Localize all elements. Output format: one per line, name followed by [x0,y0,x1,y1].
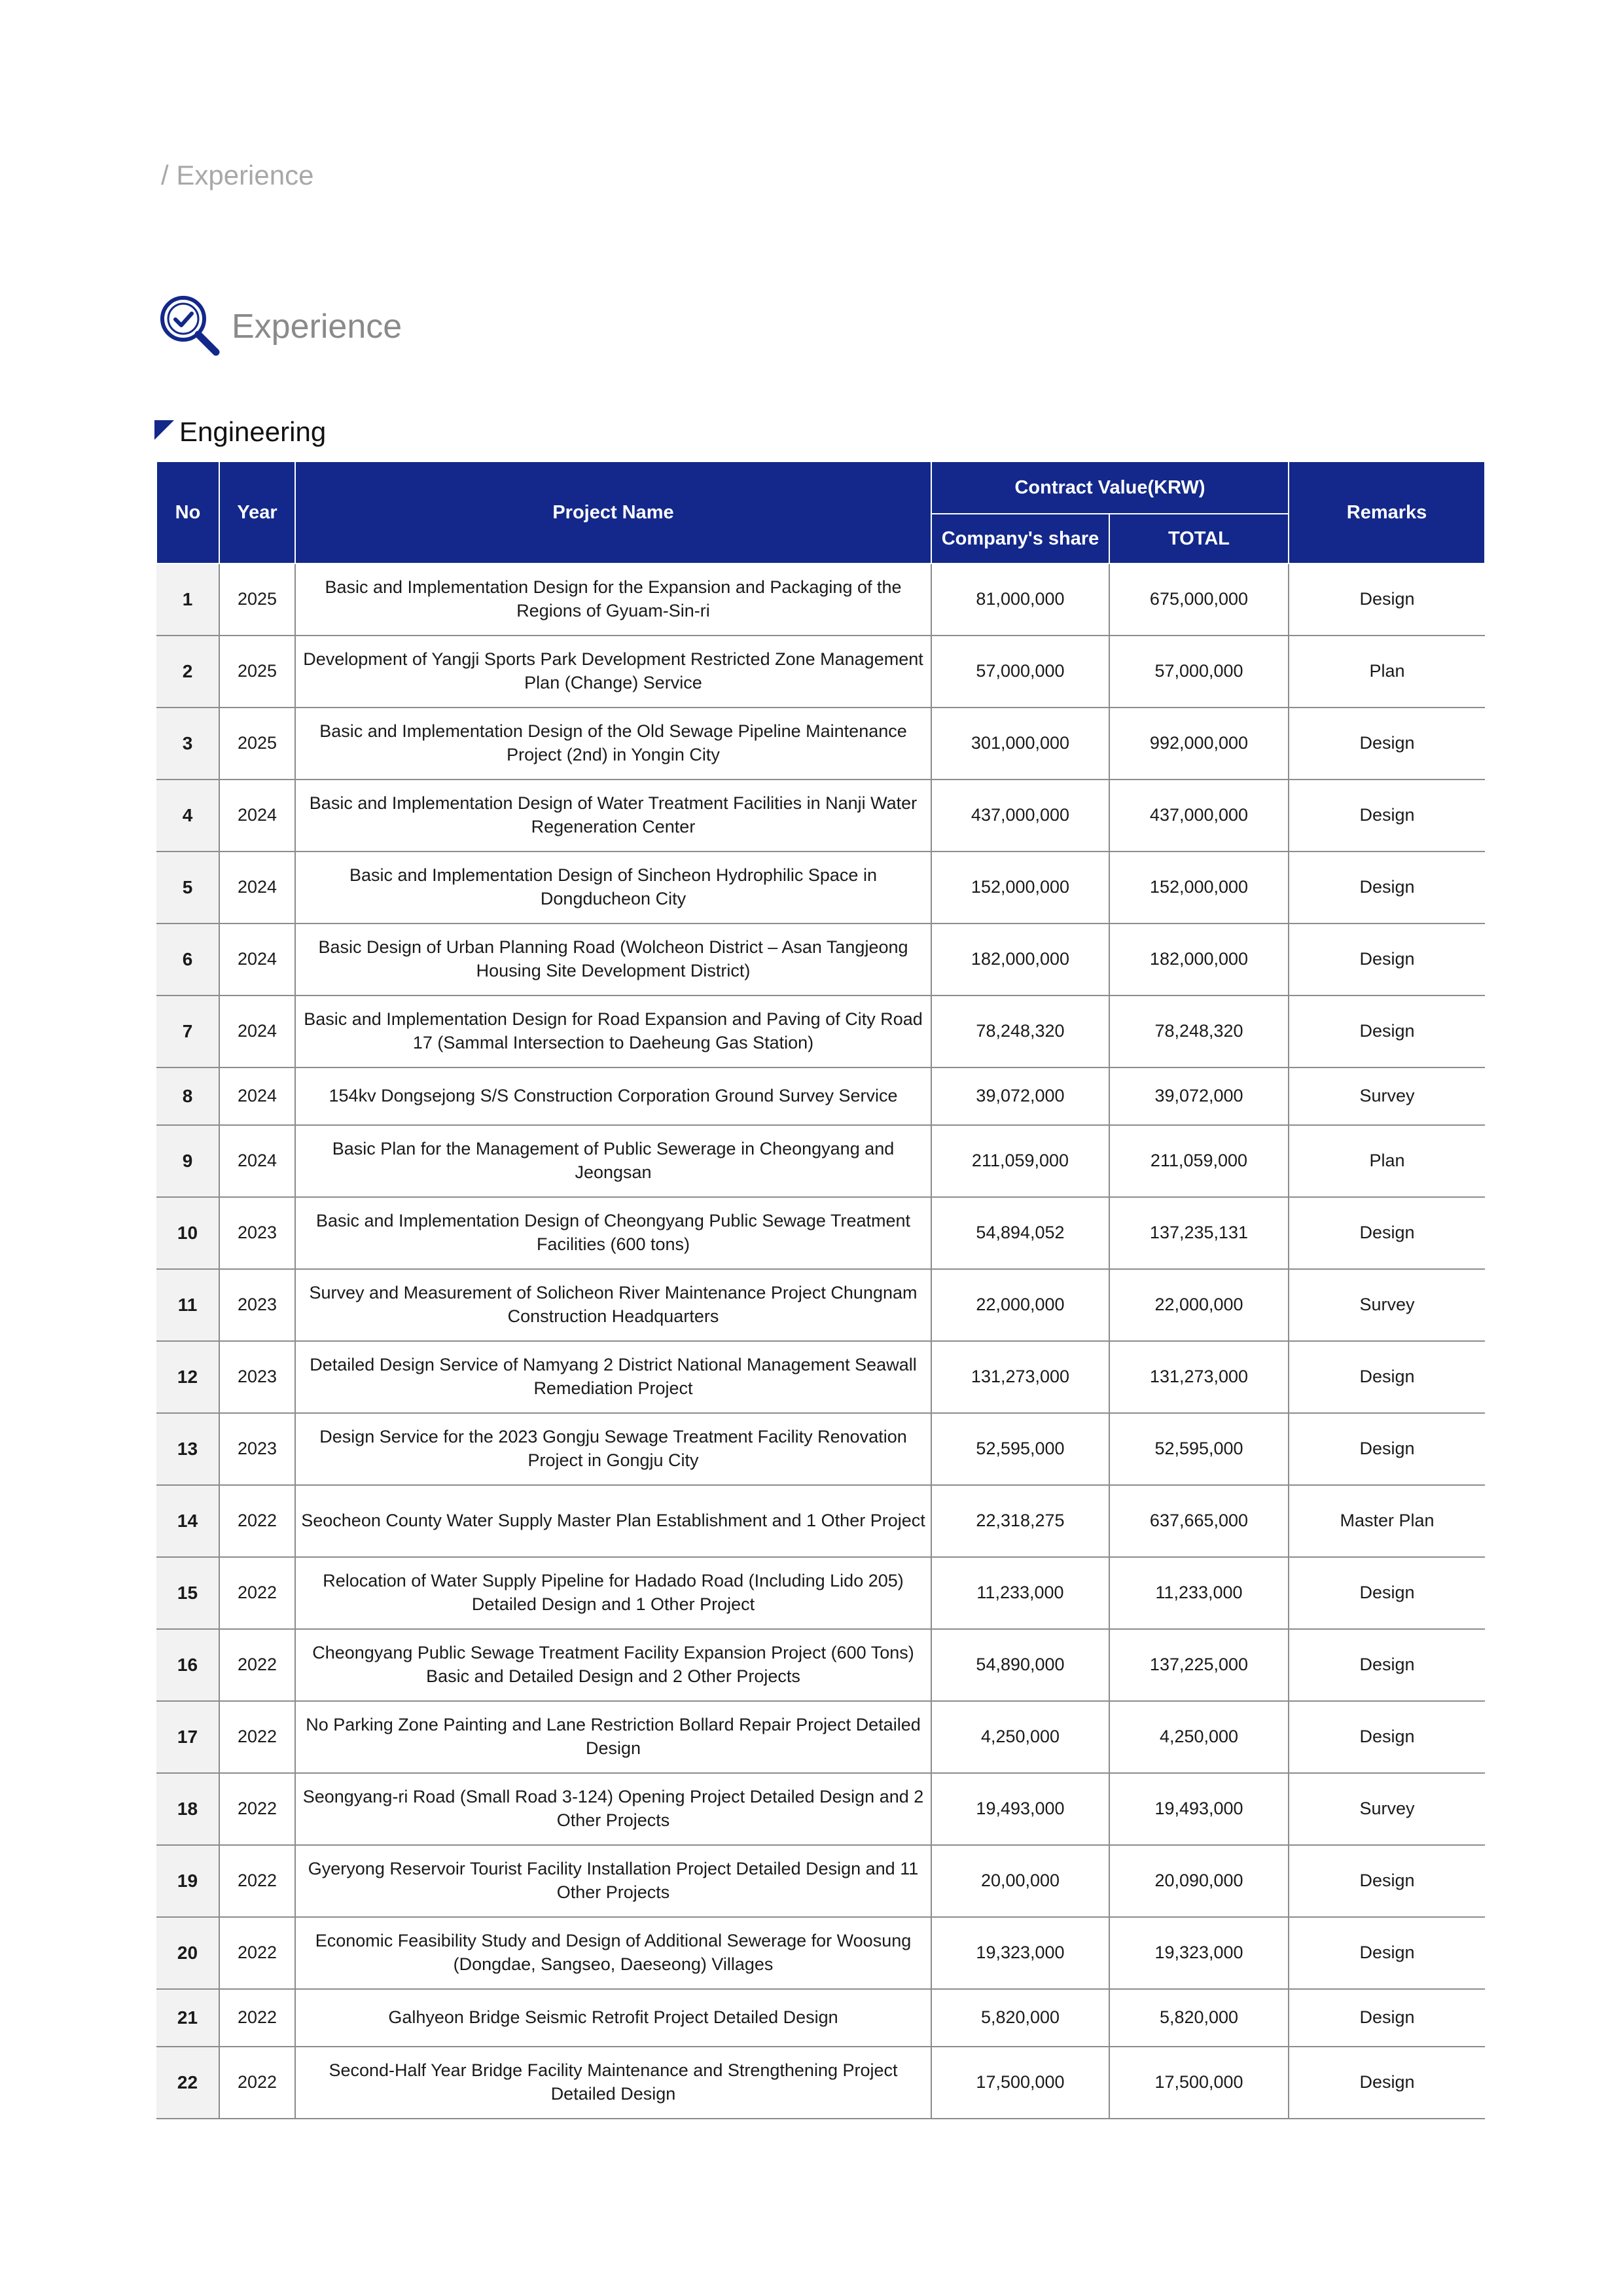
cell-year: 2022 [219,1917,295,1989]
cell-year: 2023 [219,1269,295,1341]
cell-project-name: Basic and Implementation Design for Road Expansion and Paving of City Road 17 (Sammal Intersection to Daeheung Gas Station) [295,996,931,1067]
cell-no: 17 [156,1701,219,1773]
cell-no: 12 [156,1341,219,1413]
cell-remarks: Design [1289,1557,1485,1629]
table-row [156,1197,1485,1269]
cell-remarks: Plan [1289,1125,1485,1197]
search-check-icon [154,291,223,363]
cell-company-share: 22,318,275 [931,1485,1109,1557]
cell-total: 131,273,000 [1109,1341,1289,1413]
cell-total: 17,500,000 [1109,2047,1289,2119]
cell-year: 2024 [219,780,295,852]
table-row [156,1917,1485,1989]
cell-no: 6 [156,924,219,996]
cell-total: 152,000,000 [1109,852,1289,924]
cell-project-name: Second-Half Year Bridge Facility Maintenance and Strengthening Project Detailed Design [295,2047,931,2119]
cell-remarks: Design [1289,1845,1485,1917]
table-row [156,636,1485,708]
section-title: Experience [232,308,402,346]
table-row [156,1269,1485,1341]
cell-no: 7 [156,996,219,1067]
cell-remarks: Design [1289,1197,1485,1269]
table-row [156,1845,1485,1917]
cell-project-name: Galhyeon Bridge Seismic Retrofit Project Detailed Design [295,1989,931,2047]
table-row [156,1773,1485,1845]
cell-company-share: 22,000,000 [931,1269,1109,1341]
cell-remarks: Design [1289,780,1485,852]
cell-total: 137,235,131 [1109,1197,1289,1269]
cell-total: 20,090,000 [1109,1845,1289,1917]
cell-project-name: Basic and Implementation Design of the Old Sewage Pipeline Maintenance Project (2nd) in Yongin City [295,708,931,780]
cell-project-name: Detailed Design Service of Namyang 2 District National Management Seawall Remediation Project [295,1341,931,1413]
cell-company-share: 19,493,000 [931,1773,1109,1845]
breadcrumb: / Experience [161,160,314,190]
cell-year: 2022 [219,1629,295,1701]
header-project-name: Project Name [295,461,931,564]
table-row [156,852,1485,924]
cell-company-share: 17,500,000 [931,2047,1109,2119]
cell-year: 2023 [219,1341,295,1413]
cell-no: 11 [156,1269,219,1341]
cell-remarks: Design [1289,852,1485,924]
cell-year: 2022 [219,1845,295,1917]
cell-no: 10 [156,1197,219,1269]
cell-project-name: Seongyang-ri Road (Small Road 3-124) Opening Project Detailed Design and 2 Other Projects [295,1773,931,1845]
table-row [156,1989,1485,2047]
cell-year: 2024 [219,996,295,1067]
table-row [156,996,1485,1067]
cell-year: 2024 [219,1067,295,1125]
cell-remarks: Master Plan [1289,1485,1485,1557]
cell-year: 2022 [219,1773,295,1845]
header-remarks: Remarks [1289,461,1485,564]
cell-company-share: 131,273,000 [931,1341,1109,1413]
cell-total: 19,323,000 [1109,1917,1289,1989]
cell-no: 9 [156,1125,219,1197]
table-row [156,564,1485,636]
header-no: No [156,461,219,564]
cell-remarks: Design [1289,1413,1485,1485]
cell-company-share: 211,059,000 [931,1125,1109,1197]
cell-company-share: 81,000,000 [931,564,1109,636]
table-row [156,1557,1485,1629]
cell-year: 2025 [219,636,295,708]
header-contract-value: Contract Value(KRW) [931,461,1289,514]
cell-year: 2023 [219,1197,295,1269]
cell-remarks: Design [1289,708,1485,780]
cell-year: 2022 [219,1701,295,1773]
section-header [154,291,402,363]
cell-year: 2025 [219,564,295,636]
header-company-share: Company's share [931,514,1109,564]
cell-company-share: 19,323,000 [931,1917,1109,1989]
cell-remarks: Design [1289,924,1485,996]
cell-company-share: 78,248,320 [931,996,1109,1067]
table-body [156,564,1485,2119]
cell-remarks: Design [1289,1341,1485,1413]
cell-company-share: 11,233,000 [931,1557,1109,1629]
cell-year: 2024 [219,852,295,924]
cell-company-share: 20,00,000 [931,1845,1109,1917]
cell-company-share: 4,250,000 [931,1701,1109,1773]
cell-no: 14 [156,1485,219,1557]
subsection-header [154,416,326,448]
cell-no: 1 [156,564,219,636]
table-row [156,1485,1485,1557]
subsection-title: Engineering [179,416,327,447]
table-row [156,780,1485,852]
cell-no: 21 [156,1989,219,2047]
cell-total: 39,072,000 [1109,1067,1289,1125]
cell-remarks: Design [1289,996,1485,1067]
cell-total: 52,595,000 [1109,1413,1289,1485]
cell-project-name: Relocation of Water Supply Pipeline for Hadado Road (Including Lido 205) Detailed Design and 1 Other Project [295,1557,931,1629]
cell-project-name: Cheongyang Public Sewage Treatment Facility Expansion Project (600 Tons) Basic and Detailed Design and 2 Other Projects [295,1629,931,1701]
cell-project-name: Survey and Measurement of Solicheon River Maintenance Project Chungnam Construction Headquarters [295,1269,931,1341]
table-row [156,924,1485,996]
cell-total: 22,000,000 [1109,1269,1289,1341]
cell-year: 2023 [219,1413,295,1485]
cell-total: 137,225,000 [1109,1629,1289,1701]
cell-year: 2024 [219,1125,295,1197]
cell-total: 11,233,000 [1109,1557,1289,1629]
cell-company-share: 301,000,000 [931,708,1109,780]
cell-no: 4 [156,780,219,852]
cell-no: 22 [156,2047,219,2119]
cell-total: 992,000,000 [1109,708,1289,780]
cell-total: 19,493,000 [1109,1773,1289,1845]
cell-project-name: Design Service for the 2023 Gongju Sewage Treatment Facility Renovation Project in Gongju City [295,1413,931,1485]
cell-remarks: Plan [1289,636,1485,708]
cell-project-name: Seocheon County Water Supply Master Plan Establishment and 1 Other Project [295,1485,931,1557]
cell-year: 2022 [219,1485,295,1557]
experience-table [156,461,1486,2119]
cell-year: 2022 [219,2047,295,2119]
cell-project-name: Basic Design of Urban Planning Road (Wolcheon District – Asan Tangjeong Housing Site Development District) [295,924,931,996]
cell-company-share: 152,000,000 [931,852,1109,924]
cell-year: 2025 [219,708,295,780]
cell-no: 19 [156,1845,219,1917]
cell-remarks: Design [1289,2047,1485,2119]
table-row [156,2047,1485,2119]
cell-no: 16 [156,1629,219,1701]
cell-no: 5 [156,852,219,924]
flag-marker-icon [154,420,174,440]
cell-remarks: Survey [1289,1269,1485,1341]
cell-remarks: Design [1289,1989,1485,2047]
cell-company-share: 54,890,000 [931,1629,1109,1701]
cell-project-name: 154kv Dongsejong S/S Construction Corporation Ground Survey Service [295,1067,931,1125]
cell-total: 182,000,000 [1109,924,1289,996]
cell-remarks: Design [1289,1701,1485,1773]
cell-company-share: 54,894,052 [931,1197,1109,1269]
table-row [156,708,1485,780]
cell-project-name: Basic and Implementation Design of Sincheon Hydrophilic Space in Dongducheon City [295,852,931,924]
cell-total: 211,059,000 [1109,1125,1289,1197]
cell-no: 2 [156,636,219,708]
cell-project-name: Gyeryong Reservoir Tourist Facility Installation Project Detailed Design and 11 Other Projects [295,1845,931,1917]
cell-total: 675,000,000 [1109,564,1289,636]
cell-no: 18 [156,1773,219,1845]
cell-total: 78,248,320 [1109,996,1289,1067]
cell-year: 2022 [219,1989,295,2047]
cell-project-name: Basic Plan for the Management of Public Sewerage in Cheongyang and Jeongsan [295,1125,931,1197]
cell-remarks: Design [1289,564,1485,636]
cell-no: 15 [156,1557,219,1629]
header-year: Year [219,461,295,564]
cell-project-name: Basic and Implementation Design of Cheongyang Public Sewage Treatment Facilities (600 tons) [295,1197,931,1269]
table-row [156,1341,1485,1413]
cell-company-share: 437,000,000 [931,780,1109,852]
cell-total: 437,000,000 [1109,780,1289,852]
cell-project-name: Basic and Implementation Design for the Expansion and Packaging of the Regions of Gyuam-Sin-ri [295,564,931,636]
cell-company-share: 5,820,000 [931,1989,1109,2047]
cell-remarks: Design [1289,1629,1485,1701]
cell-total: 637,665,000 [1109,1485,1289,1557]
cell-project-name: Development of Yangji Sports Park Development Restricted Zone Management Plan (Change) Service [295,636,931,708]
cell-remarks: Survey [1289,1067,1485,1125]
cell-project-name: Basic and Implementation Design of Water Treatment Facilities in Nanji Water Regeneration Center [295,780,931,852]
table-row [156,1701,1485,1773]
cell-year: 2022 [219,1557,295,1629]
table-row [156,1067,1485,1125]
table-row [156,1629,1485,1701]
cell-company-share: 52,595,000 [931,1413,1109,1485]
cell-no: 13 [156,1413,219,1485]
cell-project-name: No Parking Zone Painting and Lane Restriction Bollard Repair Project Detailed Design [295,1701,931,1773]
cell-company-share: 39,072,000 [931,1067,1109,1125]
table-row [156,1413,1485,1485]
cell-project-name: Economic Feasibility Study and Design of Additional Sewerage for Woosung (Dongdae, Sangseo, Daeseong) Villages [295,1917,931,1989]
cell-total: 5,820,000 [1109,1989,1289,2047]
cell-company-share: 182,000,000 [931,924,1109,996]
cell-company-share: 57,000,000 [931,636,1109,708]
table-row [156,1125,1485,1197]
cell-no: 8 [156,1067,219,1125]
header-total: TOTAL [1109,514,1289,564]
cell-remarks: Design [1289,1917,1485,1989]
cell-remarks: Survey [1289,1773,1485,1845]
cell-total: 4,250,000 [1109,1701,1289,1773]
cell-no: 3 [156,708,219,780]
cell-total: 57,000,000 [1109,636,1289,708]
cell-year: 2024 [219,924,295,996]
cell-no: 20 [156,1917,219,1989]
